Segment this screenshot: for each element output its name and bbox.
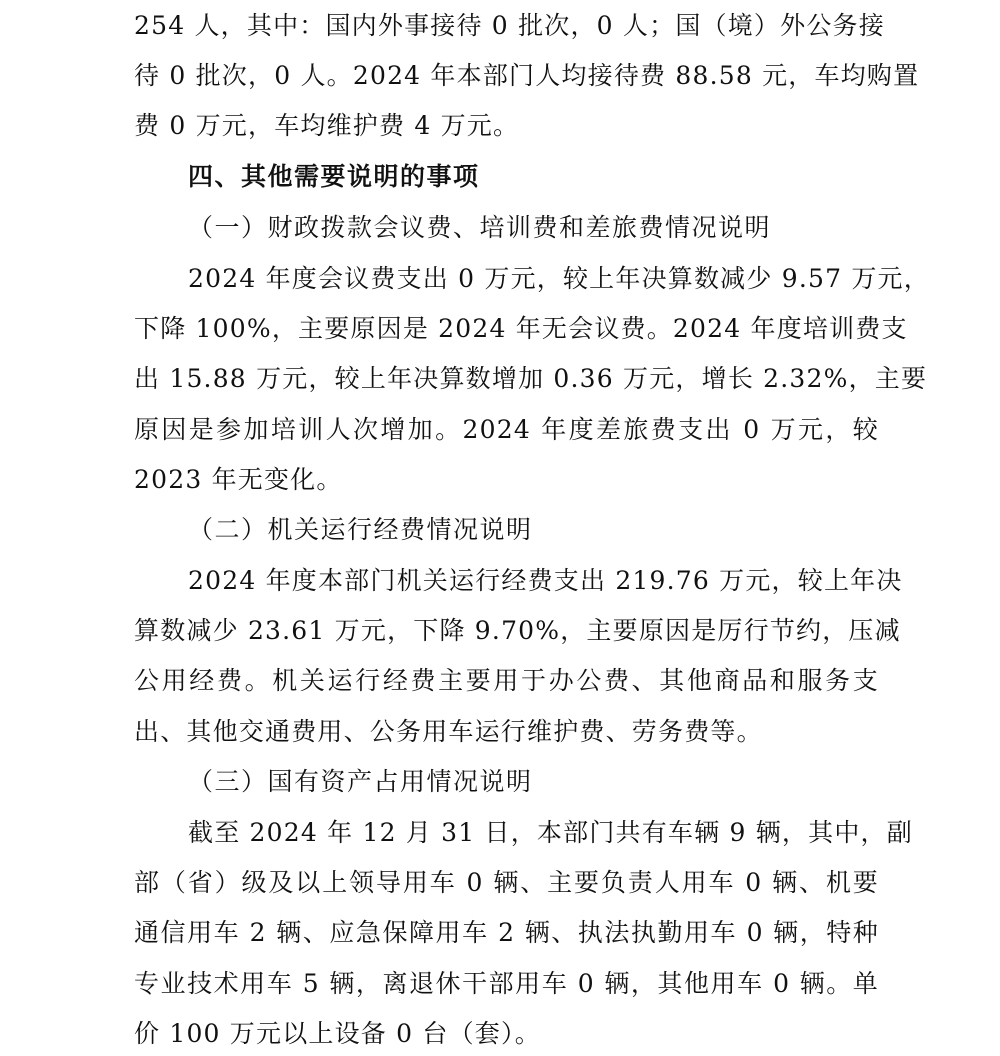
paragraph-line: 待 0 批次，0 人。2024 年本部门人均接待费 88.58 元，车均购置 (134, 61, 920, 90)
paragraph-line: 价 100 万元以上设备 0 台（套）。 (134, 1019, 541, 1048)
section-heading: 四、其他需要说明的事项 (188, 162, 480, 191)
paragraph-line: 算数减少 23.61 万元，下降 9.70%，主要原因是厉行节约，压减 (134, 616, 901, 645)
paragraph-line: 部（省）级及以上领导用车 0 辆、主要负责人用车 0 辆、机要 (134, 868, 879, 897)
paragraph-line: 公用经费。机关运行经费主要用于办公费、其他商品和服务支 (134, 666, 879, 695)
paragraph-line: 出 15.88 万元，较上年决算数增加 0.36 万元，增长 2.32%，主要 (134, 364, 928, 393)
subsection-heading: （二）机关运行经费情况说明 (188, 515, 533, 544)
paragraph-line: 2023 年无变化。 (134, 465, 343, 494)
paragraph-line: 通信用车 2 辆、应急保障用车 2 辆、执法执勤用车 0 辆，特种 (134, 918, 879, 947)
paragraph-line: 254 人，其中：国内外事接待 0 批次，0 人；国（境）外公务接 (134, 11, 885, 40)
subsection-heading: （一）财政拨款会议费、培训费和差旅费情况说明 (188, 213, 772, 242)
paragraph-line: 下降 100%，主要原因是 2024 年无会议费。2024 年度培训费支 (134, 314, 908, 343)
paragraph-line: 截至 2024 年 12 月 31 日，本部门共有车辆 9 辆，其中，副 (188, 818, 913, 847)
paragraph-line: 原因是参加培训人次增加。2024 年度差旅费支出 0 万元，较 (134, 415, 879, 444)
paragraph-line: 费 0 万元，车均维护费 4 万元。 (134, 111, 520, 140)
paragraph-line: 专业技术用车 5 辆，离退休干部用车 0 辆，其他用车 0 辆。单 (134, 969, 879, 998)
paragraph-line: 2024 年度会议费支出 0 万元，较上年决算数减少 9.57 万元， (188, 264, 930, 293)
subsection-heading: （三）国有资产占用情况说明 (188, 767, 533, 796)
paragraph-line: 2024 年度本部门机关运行经费支出 219.76 万元，较上年决 (188, 566, 903, 595)
paragraph-line: 出、其他交通费用、公务用车运行维护费、劳务费等。 (134, 717, 763, 746)
